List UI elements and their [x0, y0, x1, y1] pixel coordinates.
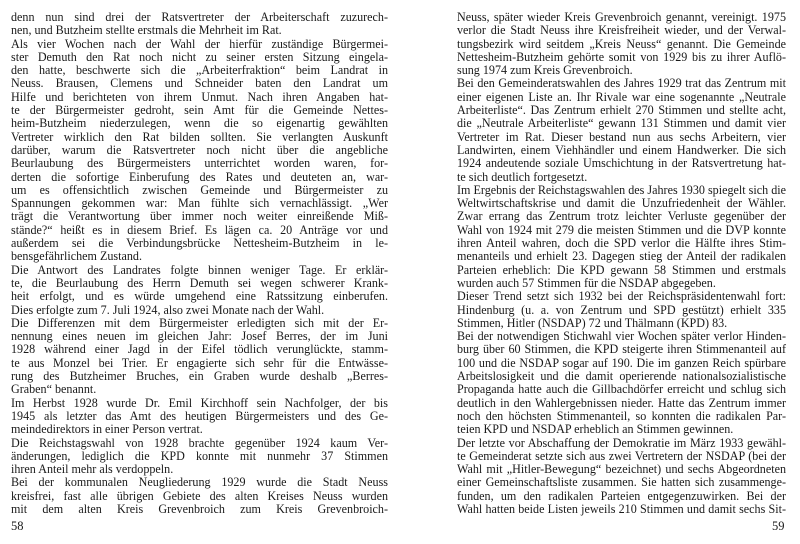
paragraph — [11, 317, 388, 397]
paragraph — [457, 77, 786, 183]
text-line: die „Neutrale Arbeiterliste“ gewann 131 Stimmen und damit vier — [457, 116, 786, 131]
text-line: Als vier Wochen nach der Wahl der hierfür zuständige Bürgermei- — [11, 36, 388, 51]
right-page-text — [457, 11, 786, 516]
text-line: Im Herbst 1928 wurde Dr. Emil Kirchhoff sein Nachfolger, der bis — [11, 395, 388, 410]
text-line: um es offensichtlich zwischen Gemeinde und Bürgermeister zu — [11, 182, 388, 197]
paragraph — [11, 264, 388, 317]
text-line: Wahl hatten beide Listen jeweils 210 Stimmen und damit sechs Sit- — [457, 501, 786, 516]
text-line: Arbeitslosigkeit und die damit operierende nationalsozialistische — [457, 369, 786, 384]
text-line: Die Antwort des Landrates folgte binnen weniger Tage. Er erklär- — [11, 262, 388, 277]
text-line: tungsbezirk wird seitdem „Kreis Neuss“ genannt. Die Gemeinde — [457, 36, 786, 51]
paragraph — [457, 184, 786, 290]
paragraph — [457, 11, 786, 77]
text-line: Stimmen, Hitler (NSDAP) 72 und Thälmann (KPD) 83. — [457, 315, 728, 330]
text-line: Hilfe und berichteten von ihrem Unmut. Nach ihren Angaben hat- — [11, 89, 388, 104]
text-line: funden, um den radikalen Parteien entgegenzuwirken. Bei der — [457, 488, 786, 503]
text-line: Parteien erheblich: Die KPD gewann 58 Stimmen und erstmals — [457, 262, 786, 277]
text-line: außerdem sei die Verbindungsbrücke Nettesheim-Butzheim in le- — [11, 236, 388, 251]
text-line: heim-Butzheim niederzulegen, wenn die so eigenartig gewählten — [11, 116, 388, 131]
paragraph — [11, 437, 388, 477]
text-line: änderungen, lediglich die KPD konnte mit nunmehr 37 Stimmen — [11, 448, 388, 463]
text-line: darüber, warum die Ratsvertreter noch nicht über die angebliche — [11, 142, 388, 157]
text-line: Der letzte vor Abschaffung der Demokratie im März 1933 gewähl- — [457, 435, 786, 450]
text-line: Dieser Trend setzt sich 1932 bei der Reichspräsidentenwahl fort: — [457, 289, 786, 304]
text-line: Bei der notwendigen Stichwahl vier Wochen später verlor Hinden- — [457, 329, 786, 344]
text-line: Landwirten, einem Viehhändler und einem Handwerker. Die sich — [457, 142, 786, 157]
text-line: Nettesheim-Butzheim gehörte somit von 1929 bis zu ihrer Auflö- — [457, 49, 786, 64]
text-line: te aus Monzel bei Trier. Er engagierte sich sehr für die Entwässe- — [11, 355, 388, 370]
paragraph — [11, 476, 388, 516]
text-line: te, die Beurlaubung des Herrn Demuth sei wegen schwerer Krank- — [11, 275, 388, 290]
text-line: verlor die Stadt Neuss ihre Kreisfreiheit wieder, und der Verwal- — [457, 23, 786, 38]
page-number-right: 59 — [772, 519, 785, 533]
text-line: rung des Butzheimer Bruches, ein Graben wurde deshalb „Berres- — [11, 369, 388, 384]
text-line: nen, und Butzheim stellte erstmals die Mehrheit im Rat. — [11, 23, 282, 38]
text-line: mit dem alten Kreis Grevenbroich zum Kreis Grevenbroich- — [11, 501, 388, 516]
text-line: ster Demuth den Rat noch nicht zu seiner ersten Sitzung eingela- — [11, 49, 388, 64]
text-line: nennung eines neuen im gleichen Jahr: Josef Berres, der im Juni — [11, 329, 388, 344]
text-line: Die Reichstagswahl von 1928 brachte gegenüber 1924 kaum Ver- — [11, 435, 388, 450]
paragraph — [457, 330, 786, 436]
text-line: deutlich in den Wahlergebnissen nieder. Hatte das Zentrum immer — [457, 395, 786, 410]
text-line: derten die sofortige Einberufung des Rates und deuteten an, war- — [11, 169, 388, 184]
text-line: einer Gemeinschaftsliste zusammen. Sie hatten sich zusammenge- — [457, 475, 786, 490]
text-line: denn nun sind drei der Ratsvertreter der Arbeiterschaft zuzurech- — [11, 10, 388, 24]
text-line: Weltwirtschaftskrise und damit die Unzufriedenheit der Wähler. — [457, 196, 786, 211]
text-line: meindedirektors in einer Person vertrat. — [11, 422, 203, 437]
paragraph — [11, 397, 388, 437]
paragraph — [11, 11, 388, 38]
right-page — [400, 0, 800, 544]
text-line: Propaganda hatte auch die Gillbachdörfer erreicht und schlug sich — [457, 382, 786, 397]
text-line: Spannungen gekommen war: Man fühlte sich vernachlässigt. „Wer — [11, 196, 388, 211]
text-line: te sich deutlich fortgesetzt. — [457, 169, 588, 184]
text-line: Beurlaubung des Bürgermeisters unterrichtet worden waren, for- — [11, 156, 388, 171]
text-line: heit erfolgt, und es würde umgehend eine Ratssitzung einberufen. — [11, 289, 388, 304]
text-line: bensgefährlichem Zustand. — [11, 249, 142, 264]
page-number-left: 58 — [11, 519, 24, 533]
text-line: Dies erfolgte zum 7. Juli 1924, also zwei Monate nach der Wahl. — [11, 302, 325, 317]
text-line: noch den höchsten Stimmenanteil, so konnten die radikalen Par- — [457, 408, 786, 423]
text-line: 1945 als letzter das Amt des heutigen Bürgermeisters und des Ge- — [11, 408, 388, 423]
left-page-text — [11, 11, 388, 516]
text-line: trägt die Verantwortung über immer noch weiter einreißende Miß- — [11, 209, 388, 224]
text-line: Neuss, später wieder Kreis Grevenbroich genannt, vereinigt. 1975 — [457, 10, 786, 24]
paragraph — [457, 437, 786, 517]
text-line: menanteils und erhielt 23. Dagegen stieg der Anteil der radikalen — [457, 249, 786, 264]
text-line: te der Bürgermeister gedroht, sein Amt für die Gemeinde Nettes- — [11, 103, 388, 118]
text-line: 1928 während einer Jagd in der Eifel tödlich verunglückte, stamm- — [11, 342, 388, 357]
text-line: stände?“ heißt es in diesem Brief. Es lägen ca. 20 Anträge vor und — [11, 222, 388, 237]
text-line: Zwar errang das Zentrum trotz leichter Verluste gegenüber der — [457, 209, 786, 224]
text-line: den hatte, beschwerte sich die „Arbeiterfraktion“ beim Landrat in — [11, 63, 388, 78]
text-line: Graben“ benannt. — [11, 382, 97, 397]
text-line: einer eigenen Liste an. Ihr Rivale war eine sogenannte „Neutrale — [457, 89, 786, 104]
text-line: Wahl mit „Hitler-Bewegung“ bezeichnet) und sechs Abgeordneten — [457, 462, 786, 477]
text-line: teien KPD und NSDAP erheblich an Stimmen gewinnen. — [457, 422, 734, 437]
text-line: Neuss. Brausen, Clemens und Schneider baten den Landrat um — [11, 76, 388, 91]
paragraph — [11, 38, 388, 264]
text-line: 1924 andeutende soziale Umschichtung in der Ratsvertretung hat- — [457, 156, 786, 171]
text-line: ihren Anteil mehr als verdoppeln. — [11, 462, 174, 477]
text-line: Vertreter im Rat. Dieser bestand nun aus sechs Arbeitern, vier — [457, 129, 786, 144]
text-line: Hindenburg (u. a. von Zentrum und SPD gestützt) erhielt 335 — [457, 302, 786, 317]
text-line: ihren Anteil wahren, doch die SPD verlor die Hälfte ihres Stim- — [457, 236, 786, 251]
text-line: Vertreter wirklich den Rat bilden sollten. Sie verlangten Auskunft — [11, 129, 388, 144]
text-line: 100 und die NSDAP sogar auf 190. Die im ganzen Reich spürbare — [457, 355, 786, 370]
text-line: Bei der kommunalen Neugliederung 1929 wurde die Stadt Neuss — [11, 475, 388, 490]
text-line: Die Differenzen mit dem Bürgermeister erledigten sich mit der Er- — [11, 315, 388, 330]
text-line: Arbeiterliste“. Das Zentrum erhielt 270 Stimmen und stellte acht, — [457, 103, 786, 118]
text-line: sung 1974 zum Kreis Grevenbroich. — [457, 63, 633, 78]
text-line: Im Ergebnis der Reichstagswahlen des Jahres 1930 spiegelt sich die — [457, 182, 786, 197]
text-line: te Gemeinderat setzte sich aus zwei Vertretern der NSDAP (bei der — [457, 448, 786, 463]
text-line: kreisfrei, fast alle übrigen Gebiete des alten Kreises Neuss wurden — [11, 488, 388, 503]
text-line: burg über 60 Stimmen, die KPD steigerte ihren Stimmenanteil auf — [457, 342, 786, 357]
paragraph — [457, 290, 786, 330]
text-line: Bei den Gemeinderatswahlen des Jahres 1929 trat das Zentrum mit — [457, 76, 786, 91]
text-line: wurden auch 57 Stimmen für die NSDAP abgegeben. — [457, 275, 716, 290]
text-line: Wahl von 1924 mit 279 die meisten Stimmen und die DVP konnte — [457, 222, 786, 237]
